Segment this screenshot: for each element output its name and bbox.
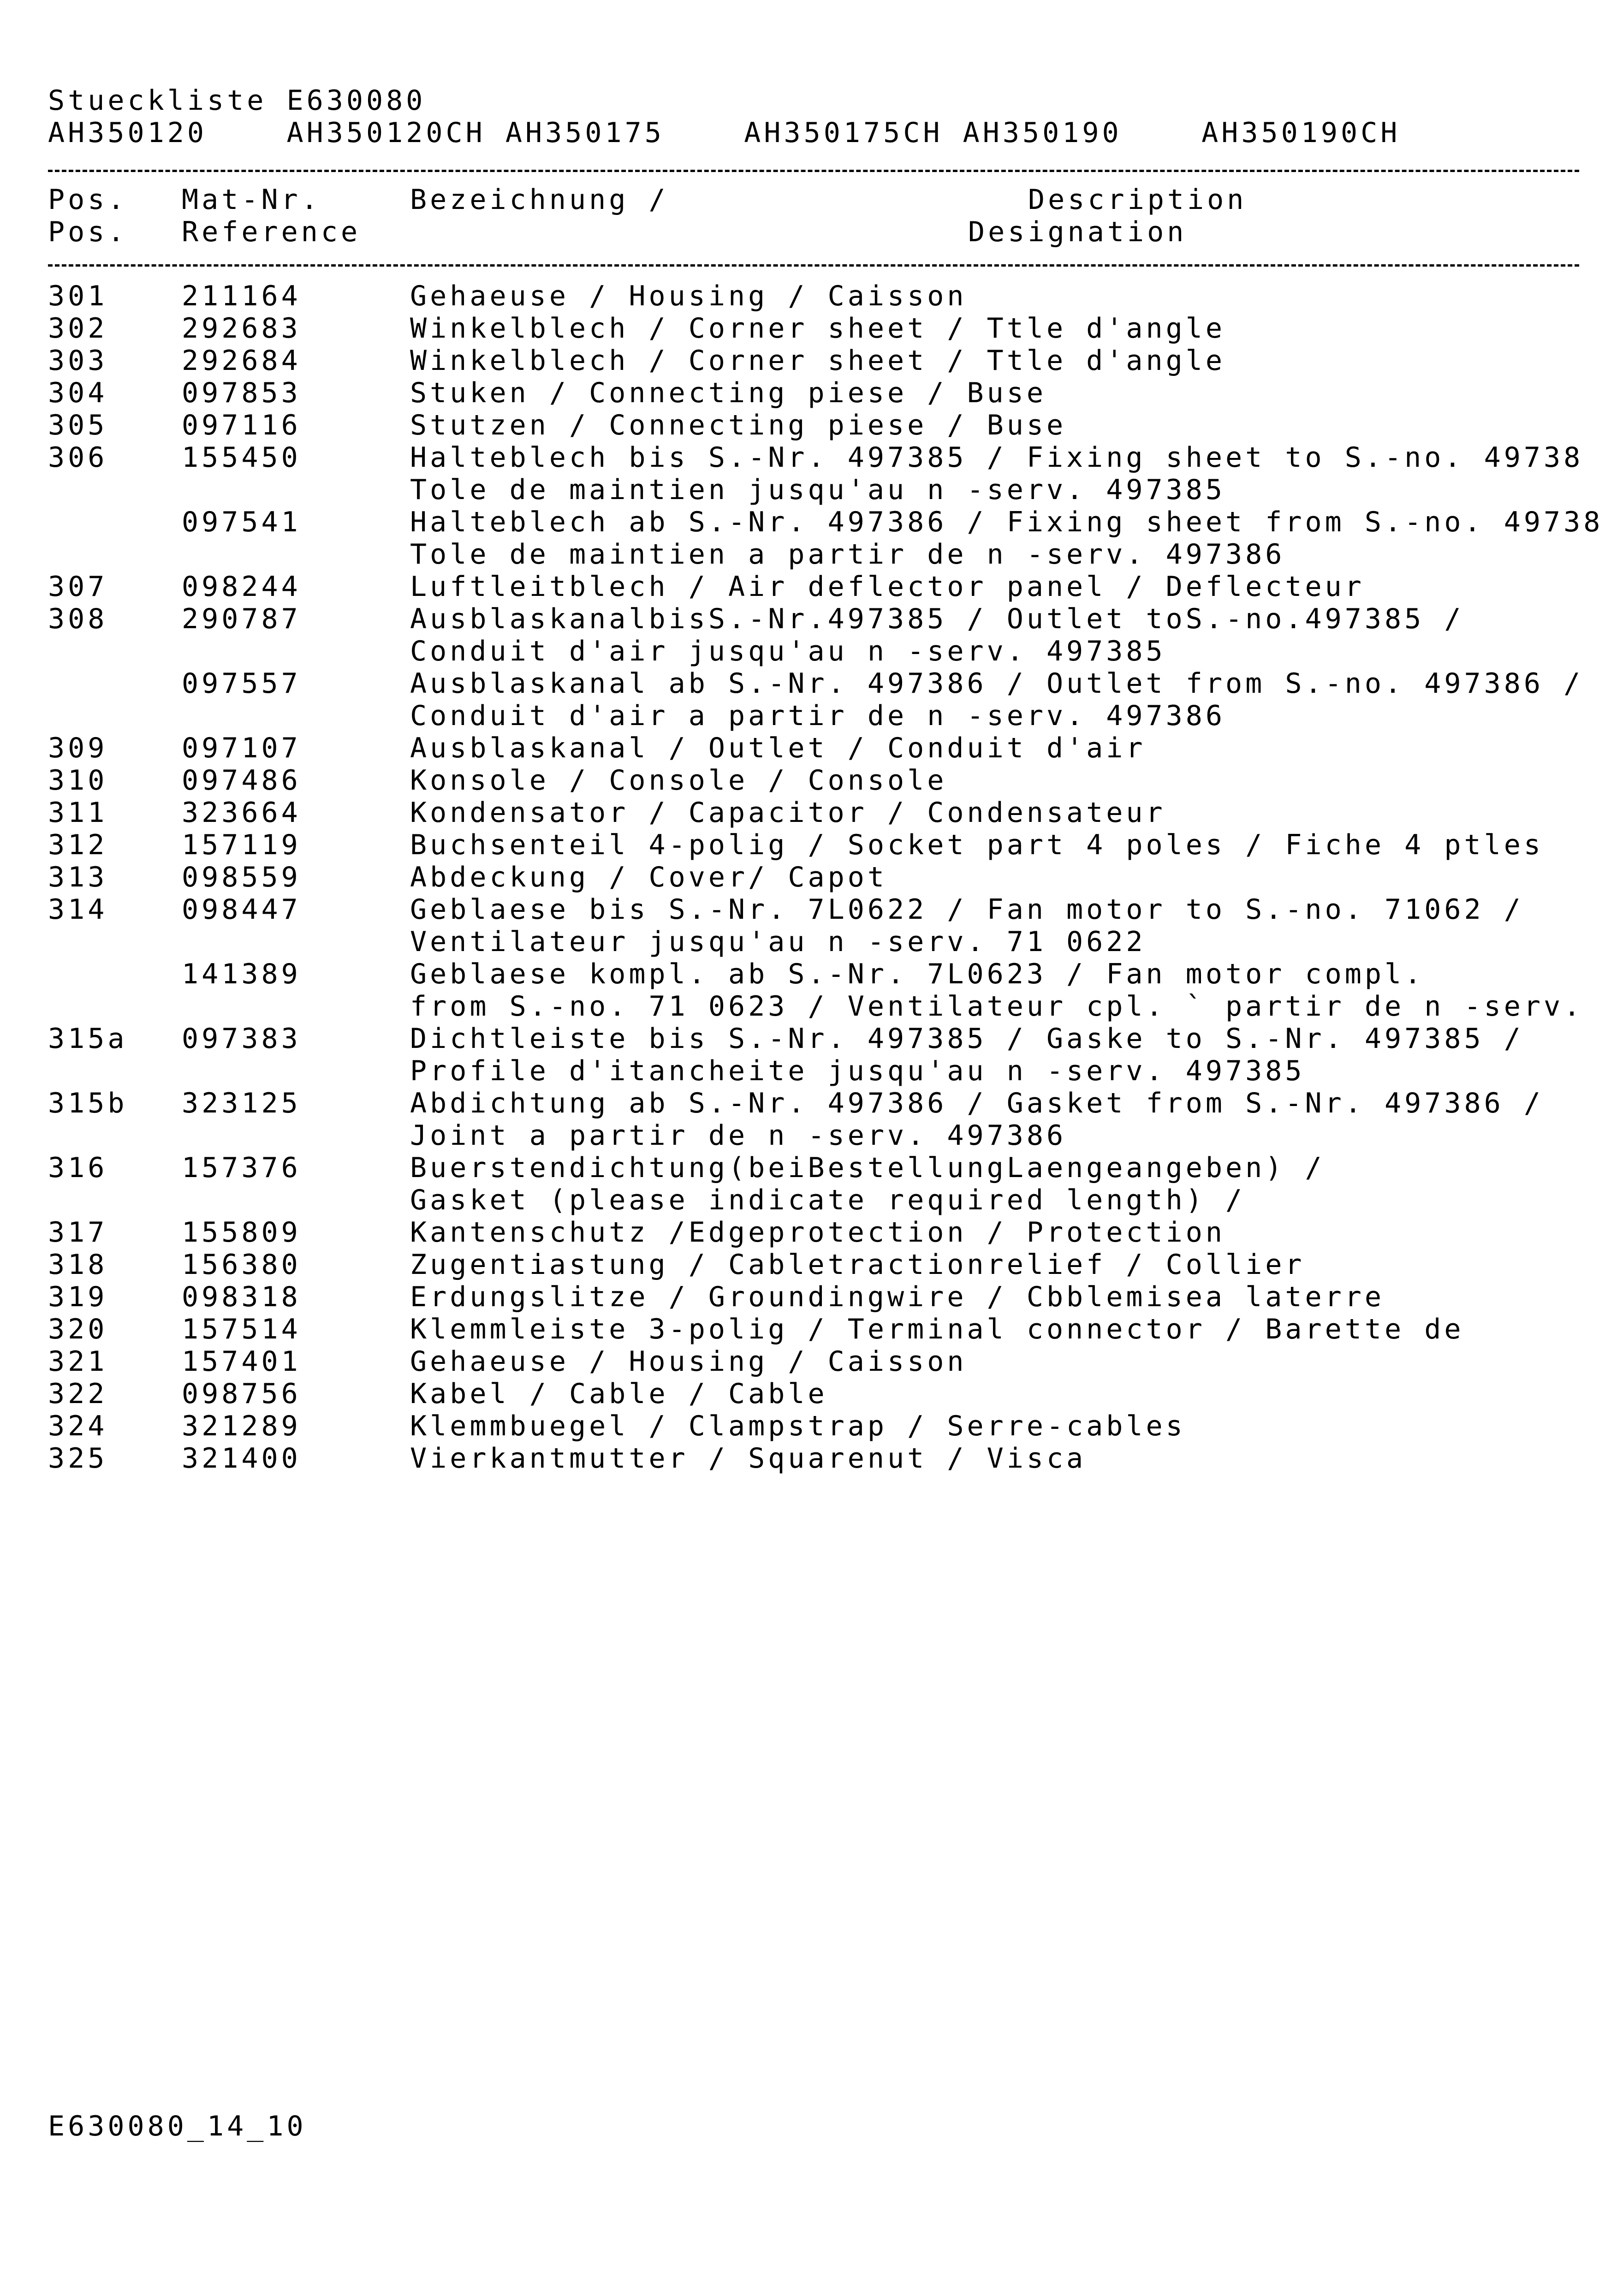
table-row bbox=[0, 861, 1617, 893]
table-row bbox=[0, 926, 1617, 958]
table-row bbox=[0, 1442, 1617, 1475]
table-row bbox=[0, 732, 1617, 764]
description-cell: Ausblaskanal / Outlet / Conduit d'air bbox=[410, 732, 1146, 764]
table-row bbox=[0, 1410, 1617, 1442]
material-number-cell: 097116 bbox=[182, 409, 301, 441]
table-row bbox=[0, 603, 1617, 635]
material-number-cell: 098559 bbox=[182, 861, 301, 893]
material-number-cell: 097557 bbox=[182, 667, 301, 700]
position-cell: 306 bbox=[48, 441, 108, 474]
document-title: Stueckliste E630080 bbox=[48, 84, 426, 117]
table-row bbox=[0, 1087, 1617, 1119]
table-row bbox=[0, 474, 1617, 506]
table-row bbox=[0, 700, 1617, 732]
col-bezeichnung-label: Bezeichnung / bbox=[410, 184, 669, 216]
table-row bbox=[0, 1152, 1617, 1184]
position-cell: 311 bbox=[48, 797, 108, 829]
position-cell: 314 bbox=[48, 893, 108, 926]
col-pos-label: Pos. bbox=[48, 184, 128, 216]
position-cell: 303 bbox=[48, 345, 108, 377]
description-cell: Gasket (please indicate required length) / bbox=[410, 1184, 1246, 1216]
description-cell: Luftleitblech / Air deflector panel / Deflecteur bbox=[410, 571, 1365, 603]
material-number-cell: 155450 bbox=[182, 441, 301, 474]
description-cell: Konsole / Console / Console bbox=[410, 764, 947, 797]
material-number-cell: 157401 bbox=[182, 1345, 301, 1378]
table-row bbox=[0, 958, 1617, 990]
material-number-cell: 323125 bbox=[182, 1087, 301, 1119]
table-row bbox=[0, 990, 1617, 1023]
material-number-cell: 290787 bbox=[182, 603, 301, 635]
position-cell: 316 bbox=[48, 1152, 108, 1184]
description-cell: Joint a partir de n -serv. 497386 bbox=[410, 1119, 1067, 1152]
table-row bbox=[0, 1281, 1617, 1313]
description-cell: Klemmleiste 3-polig / Terminal connector / Barette de bbox=[410, 1313, 1464, 1345]
position-cell: 318 bbox=[48, 1249, 108, 1281]
position-cell: 310 bbox=[48, 764, 108, 797]
model-list: AH350120 AH350120CH AH350175 AH350175CH AH350190 AH350190CH bbox=[48, 117, 1401, 149]
table-row bbox=[0, 1055, 1617, 1087]
description-cell: Dichtleiste bis S.-Nr. 497385 / Gaske to S.-Nr. 497385 / bbox=[410, 1023, 1524, 1055]
page-code: E630080_14_10 bbox=[48, 2110, 307, 2142]
description-cell: Vierkantmutter / Squarenut / Visca bbox=[410, 1442, 1087, 1475]
table-row bbox=[0, 1119, 1617, 1152]
table-row bbox=[0, 1216, 1617, 1249]
material-number-cell: 098318 bbox=[182, 1281, 301, 1313]
divider-header bbox=[48, 264, 1579, 267]
position-cell: 317 bbox=[48, 1216, 108, 1249]
description-cell: Halteblech ab S.-Nr. 497386 / Fixing sheet from S.-no. 49738 bbox=[410, 506, 1604, 538]
position-cell: 309 bbox=[48, 732, 108, 764]
description-cell: Conduit d'air a partir de n -serv. 497386 bbox=[410, 700, 1226, 732]
parts-table bbox=[0, 280, 1617, 1475]
table-row bbox=[0, 1249, 1617, 1281]
position-cell: 312 bbox=[48, 829, 108, 861]
table-row bbox=[0, 764, 1617, 797]
table-row bbox=[0, 893, 1617, 926]
description-cell: Stutzen / Connecting piese / Buse bbox=[410, 409, 1067, 441]
description-cell: Stuken / Connecting piese / Buse bbox=[410, 377, 1046, 409]
col-mat-label: Mat-Nr. bbox=[182, 184, 321, 216]
material-number-cell: 141389 bbox=[182, 958, 301, 990]
table-row bbox=[0, 1023, 1617, 1055]
material-number-cell: 155809 bbox=[182, 1216, 301, 1249]
table-row bbox=[0, 829, 1617, 861]
table-row bbox=[0, 1184, 1617, 1216]
description-cell: Kondensator / Capacitor / Condensateur bbox=[410, 797, 1166, 829]
position-cell: 324 bbox=[48, 1410, 108, 1442]
material-number-cell: 211164 bbox=[182, 280, 301, 312]
table-row bbox=[0, 377, 1617, 409]
description-cell: Gehaeuse / Housing / Caisson bbox=[410, 1345, 967, 1378]
table-row bbox=[0, 1378, 1617, 1410]
material-number-cell: 097541 bbox=[182, 506, 301, 538]
col-reference-label: Reference bbox=[182, 216, 361, 248]
position-cell: 315a bbox=[48, 1023, 128, 1055]
description-cell: Abdichtung ab S.-Nr. 497386 / Gasket from S.-Nr. 497386 / bbox=[410, 1087, 1544, 1119]
material-number-cell: 098756 bbox=[182, 1378, 301, 1410]
table-row bbox=[0, 312, 1617, 345]
description-cell: Tole de maintien a partir de n -serv. 497386 bbox=[410, 538, 1285, 571]
description-cell: Erdungslitze / Groundingwire / Cbblemisea laterre bbox=[410, 1281, 1385, 1313]
description-cell: Buchsenteil 4-polig / Socket part 4 poles / Fiche 4 ptles bbox=[410, 829, 1544, 861]
table-row bbox=[0, 797, 1617, 829]
position-cell: 313 bbox=[48, 861, 108, 893]
col-pos-label-fr: Pos. bbox=[48, 216, 128, 248]
description-cell: Kantenschutz /Edgeprotection / Protection bbox=[410, 1216, 1226, 1249]
position-cell: 325 bbox=[48, 1442, 108, 1475]
table-row bbox=[0, 571, 1617, 603]
description-cell: AusblaskanalbisS.-Nr.497385 / Outlet toS.-no.497385 / bbox=[410, 603, 1464, 635]
material-number-cell: 097107 bbox=[182, 732, 301, 764]
material-number-cell: 157514 bbox=[182, 1313, 301, 1345]
material-number-cell: 292684 bbox=[182, 345, 301, 377]
position-cell: 322 bbox=[48, 1378, 108, 1410]
description-cell: Ausblaskanal ab S.-Nr. 497386 / Outlet from S.-no. 497386 / bbox=[410, 667, 1584, 700]
position-cell: 301 bbox=[48, 280, 108, 312]
description-cell: Klemmbuegel / Clampstrap / Serre-cables bbox=[410, 1410, 1186, 1442]
table-row bbox=[0, 667, 1617, 700]
description-cell: Geblaese bis S.-Nr. 7L0622 / Fan motor to S.-no. 71062 / bbox=[410, 893, 1524, 926]
position-cell: 307 bbox=[48, 571, 108, 603]
position-cell: 302 bbox=[48, 312, 108, 345]
col-designation-label: Designation bbox=[968, 216, 1187, 248]
position-cell: 321 bbox=[48, 1345, 108, 1378]
description-cell: Winkelblech / Corner sheet / Ttle d'angle bbox=[410, 345, 1226, 377]
position-cell: 305 bbox=[48, 409, 108, 441]
material-number-cell: 157376 bbox=[182, 1152, 301, 1184]
position-cell: 315b bbox=[48, 1087, 128, 1119]
description-cell: Abdeckung / Cover/ Capot bbox=[410, 861, 887, 893]
position-cell: 308 bbox=[48, 603, 108, 635]
material-number-cell: 292683 bbox=[182, 312, 301, 345]
material-number-cell: 097853 bbox=[182, 377, 301, 409]
position-cell: 319 bbox=[48, 1281, 108, 1313]
material-number-cell: 323664 bbox=[182, 797, 301, 829]
table-row bbox=[0, 635, 1617, 667]
material-number-cell: 321289 bbox=[182, 1410, 301, 1442]
material-number-cell: 098447 bbox=[182, 893, 301, 926]
table-row bbox=[0, 506, 1617, 538]
table-row bbox=[0, 441, 1617, 474]
description-cell: Ventilateur jusqu'au n -serv. 71 0622 bbox=[410, 926, 1146, 958]
position-cell: 320 bbox=[48, 1313, 108, 1345]
table-row bbox=[0, 345, 1617, 377]
description-cell: Halteblech bis S.-Nr. 497385 / Fixing sheet to S.-no. 49738 bbox=[410, 441, 1584, 474]
material-number-cell: 097383 bbox=[182, 1023, 301, 1055]
table-row bbox=[0, 1313, 1617, 1345]
description-cell: Gehaeuse / Housing / Caisson bbox=[410, 280, 967, 312]
material-number-cell: 097486 bbox=[182, 764, 301, 797]
description-cell: Winkelblech / Corner sheet / Ttle d'angle bbox=[410, 312, 1226, 345]
description-cell: Buerstendichtung(beiBestellungLaengeangeben) / bbox=[410, 1152, 1325, 1184]
description-cell: Conduit d'air jusqu'au n -serv. 497385 bbox=[410, 635, 1166, 667]
table-row bbox=[0, 280, 1617, 312]
col-description-label: Description bbox=[1028, 184, 1247, 216]
material-number-cell: 098244 bbox=[182, 571, 301, 603]
description-cell: Geblaese kompl. ab S.-Nr. 7L0623 / Fan motor compl. bbox=[410, 958, 1425, 990]
divider-top bbox=[48, 170, 1579, 172]
description-cell: Profile d'itancheite jusqu'au n -serv. 497385 bbox=[410, 1055, 1305, 1087]
description-cell: Kabel / Cable / Cable bbox=[410, 1378, 828, 1410]
table-row bbox=[0, 1345, 1617, 1378]
table-row bbox=[0, 538, 1617, 571]
material-number-cell: 157119 bbox=[182, 829, 301, 861]
table-row bbox=[0, 409, 1617, 441]
description-cell: Tole de maintien jusqu'au n -serv. 497385 bbox=[410, 474, 1226, 506]
material-number-cell: 156380 bbox=[182, 1249, 301, 1281]
position-cell: 304 bbox=[48, 377, 108, 409]
description-cell: from S.-no. 71 0623 / Ventilateur cpl. ` partir de n -serv. bbox=[410, 990, 1584, 1023]
description-cell: Zugentiastung / Cabletractionrelief / Collier bbox=[410, 1249, 1305, 1281]
material-number-cell: 321400 bbox=[182, 1442, 301, 1475]
